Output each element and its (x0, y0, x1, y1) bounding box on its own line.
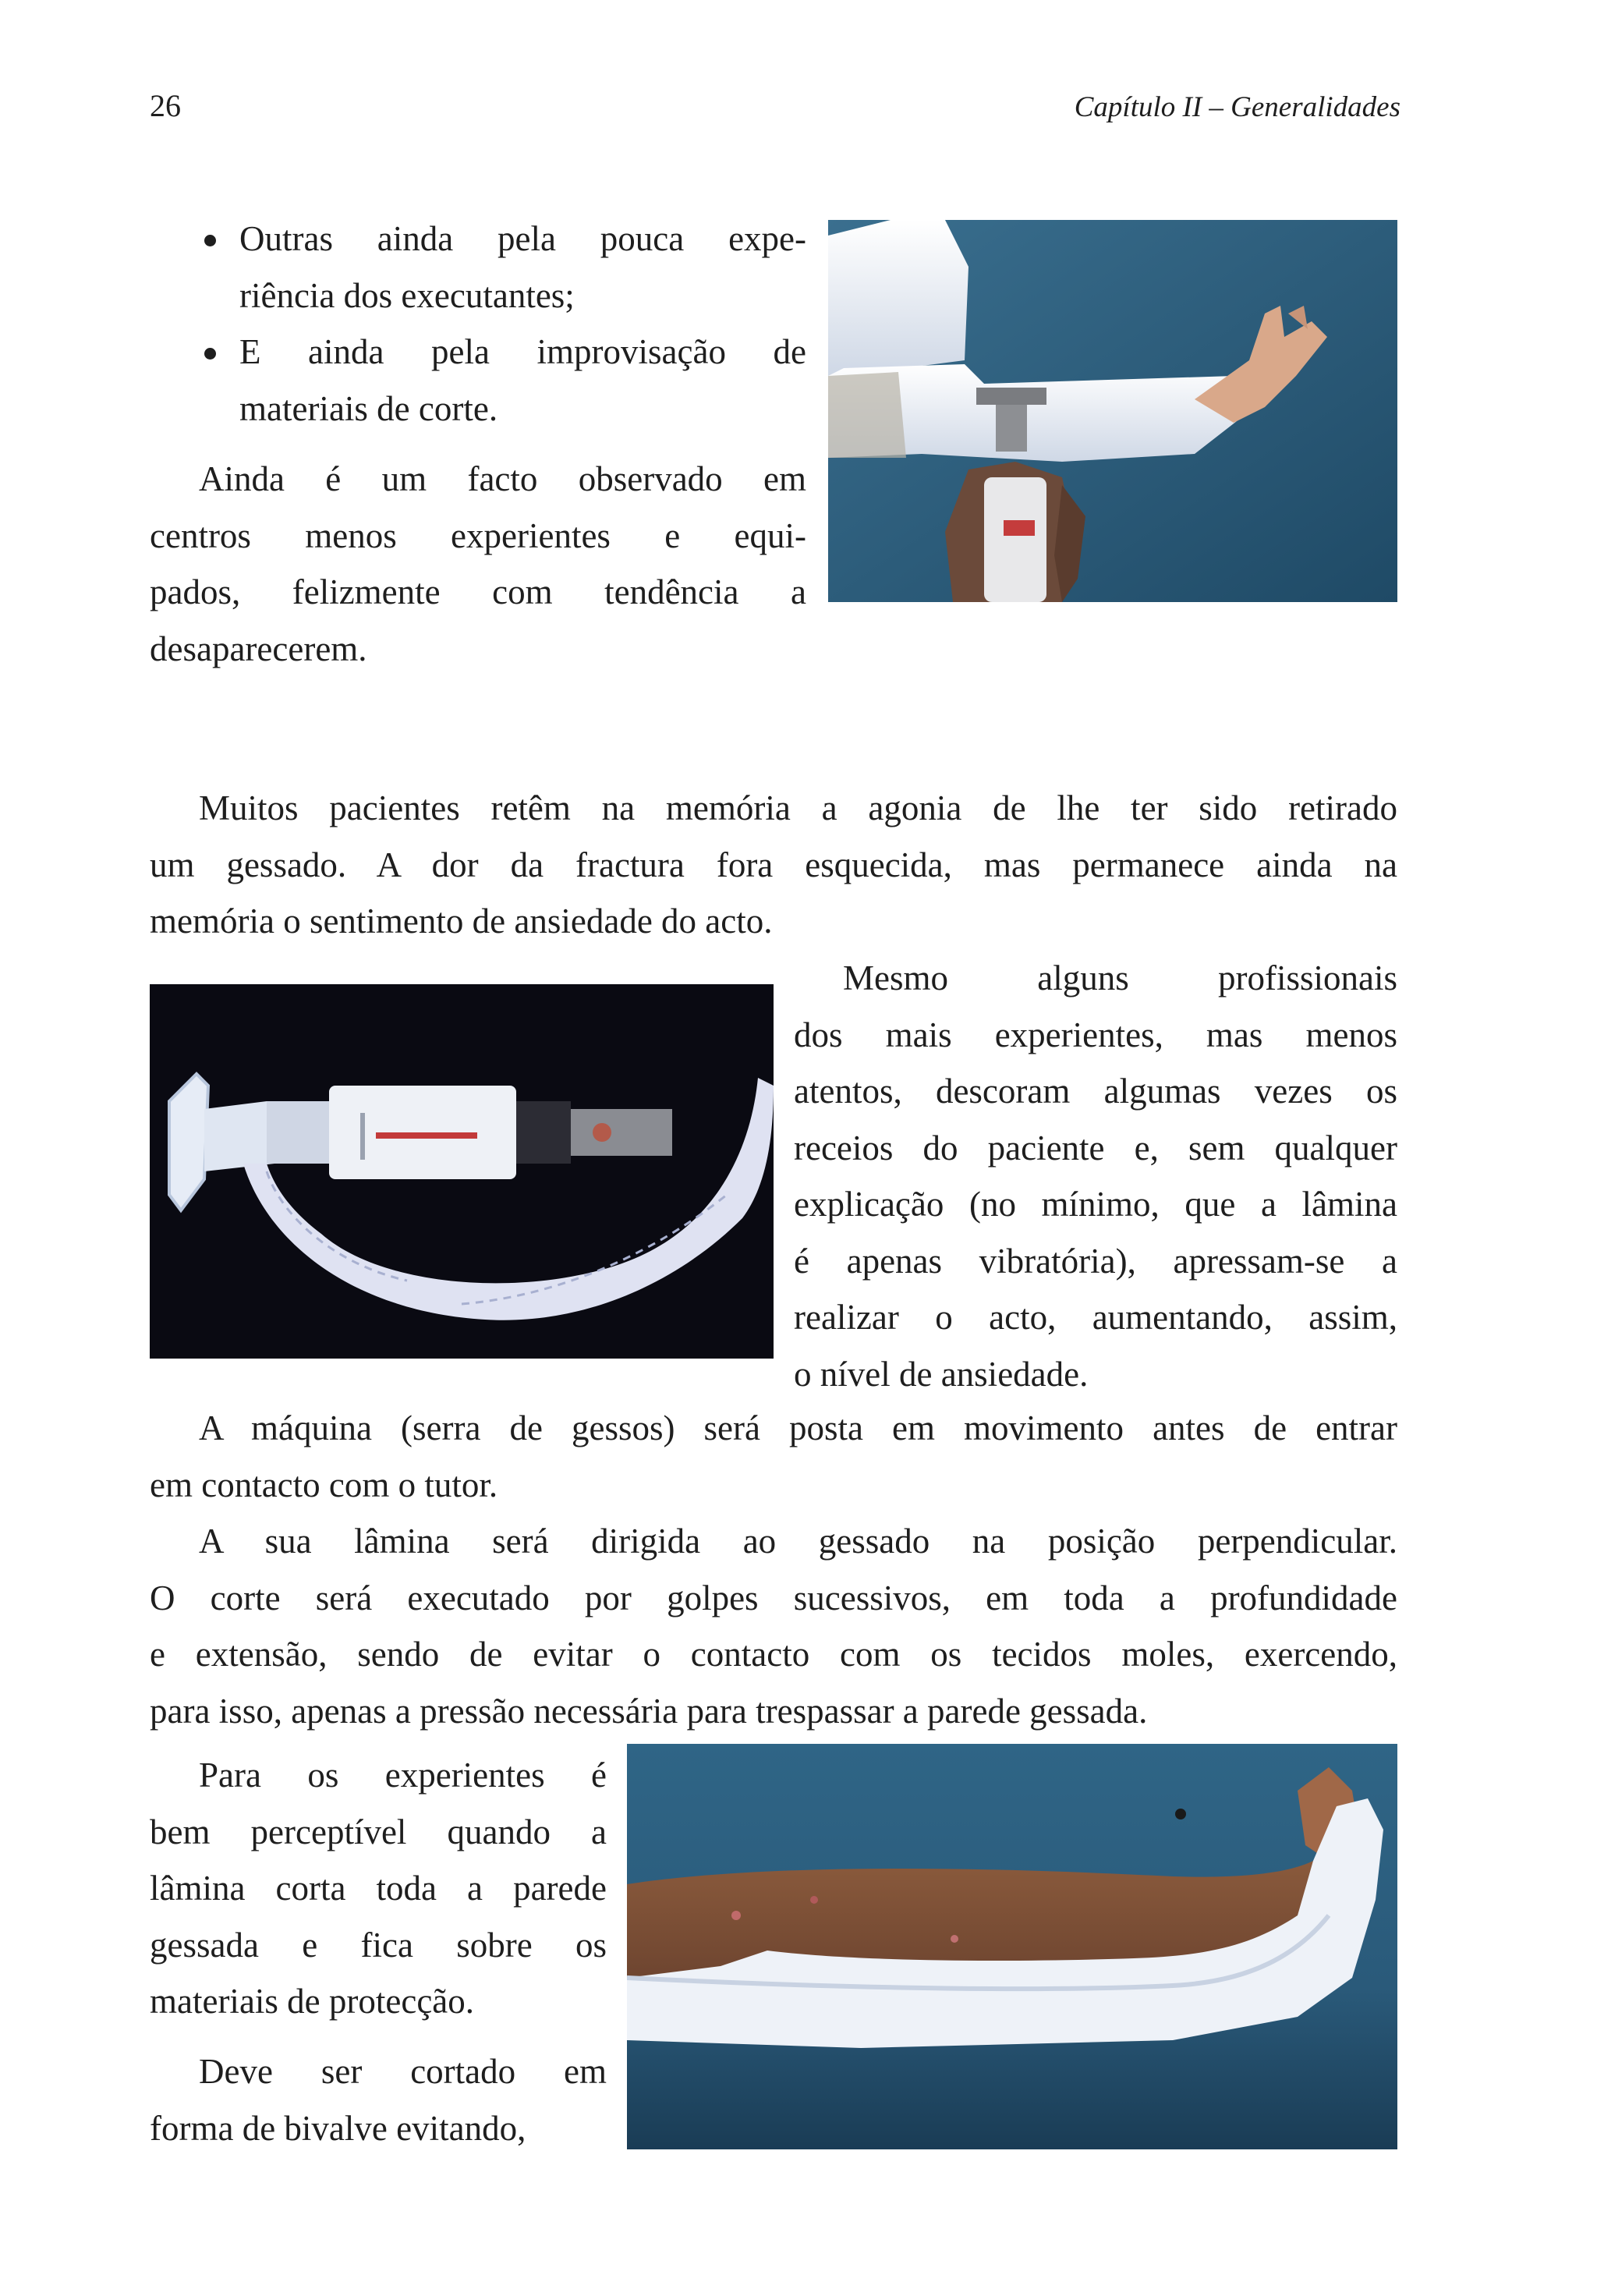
paragraph-line: forma de bivalve evitando, (150, 2108, 526, 2148)
paragraph-line: o nível de ansiedade. (794, 1354, 1089, 1394)
paragraph-line: bem perceptível quando a (150, 1812, 607, 1851)
paragraph-4 (150, 1400, 1397, 1513)
paragraph-line: atentos, descoram algumas vezes os (794, 1072, 1397, 1111)
photo-leg-cast (627, 1744, 1397, 2149)
paragraph-line: pados, felizmente com tendência a (150, 572, 806, 611)
paragraph-line: memória o sentimento de ansiedade do acto. (150, 902, 773, 941)
paragraph-line: e extensão, sendo de evitar o contacto com os tecidos moles, exercendo, (150, 1635, 1397, 1674)
paragraph-2 (150, 780, 1397, 950)
chapter-title: Capítulo II – Generalidades (1074, 91, 1400, 123)
bullet-line: E ainda pela improvisação de (239, 332, 806, 371)
bullet-dot (204, 235, 216, 246)
paragraph-line: Muitos pacientes retêm na memória a agonia de lhe ter sido retirado (199, 788, 1397, 827)
paragraph-line: receios do paciente e, sem qualquer (794, 1128, 1397, 1167)
bullet-list (150, 211, 806, 437)
paragraph-line: Para os experientes é (199, 1756, 607, 1795)
paragraph-line: em contacto com o tutor. (150, 1465, 498, 1504)
paragraph-line: realizar o acto, aumentando, assim, (794, 1298, 1397, 1337)
paragraph-line: Ainda é um facto observado em (199, 459, 806, 498)
bullet-dot (204, 348, 216, 360)
bullet-item-1 (150, 211, 806, 324)
paragraph-6 (150, 1747, 607, 2030)
bullet-line: Outras ainda pela pouca expe- (239, 219, 806, 258)
photo-arm-cast-cutting (828, 220, 1397, 602)
paragraph-line: gessada e fica sobre os (150, 1925, 607, 1965)
paragraph-line: Deve ser cortado em (199, 2052, 607, 2091)
paragraph-5 (150, 1513, 1397, 1739)
paragraph-line: dos mais experientes, mas menos (794, 1015, 1397, 1054)
paragraph-line: materiais de protecção. (150, 1982, 475, 2021)
paragraph-1 (150, 451, 806, 677)
paragraph-line: explicação (no mínimo, que a lâmina (794, 1185, 1397, 1224)
bullet-line: riência dos executantes; (239, 275, 575, 315)
paragraph-line: A máquina (serra de gessos) será posta em movimento antes de entrar (199, 1408, 1397, 1447)
paragraph-line: centros menos experientes e equi- (150, 516, 806, 555)
bullet-line: materiais de corte. (239, 388, 498, 428)
arm-cast-illustration (828, 220, 1397, 602)
paragraph-3 (794, 950, 1397, 1402)
page-number: 26 (150, 88, 181, 123)
paragraph-line: lâmina corta toda a parede (150, 1869, 607, 1908)
paragraph-line: para isso, apenas a pressão necessária para trespassar a parede gessada. (150, 1691, 1148, 1731)
photo-cast-saw (150, 984, 774, 1359)
paragraph-line: é apenas vibratória), apressam-se a (794, 1241, 1397, 1281)
paragraph-line: O corte será executado por golpes sucessivos, em toda a profundidade (150, 1578, 1397, 1617)
paragraph-line: desaparecerem. (150, 629, 367, 668)
paragraph-line: Mesmo alguns profissionais (843, 958, 1397, 997)
cast-saw-illustration (150, 984, 774, 1359)
paragraph-line: A sua lâmina será dirigida ao gessado na posição perpendicular. (199, 1522, 1397, 1561)
leg-cast-illustration (627, 1744, 1397, 2149)
paragraph-line: um gessado. A dor da fractura fora esquecida, mas permanece ainda na (150, 845, 1397, 884)
bullet-item-2 (150, 324, 806, 437)
paragraph-7 (150, 2043, 607, 2156)
